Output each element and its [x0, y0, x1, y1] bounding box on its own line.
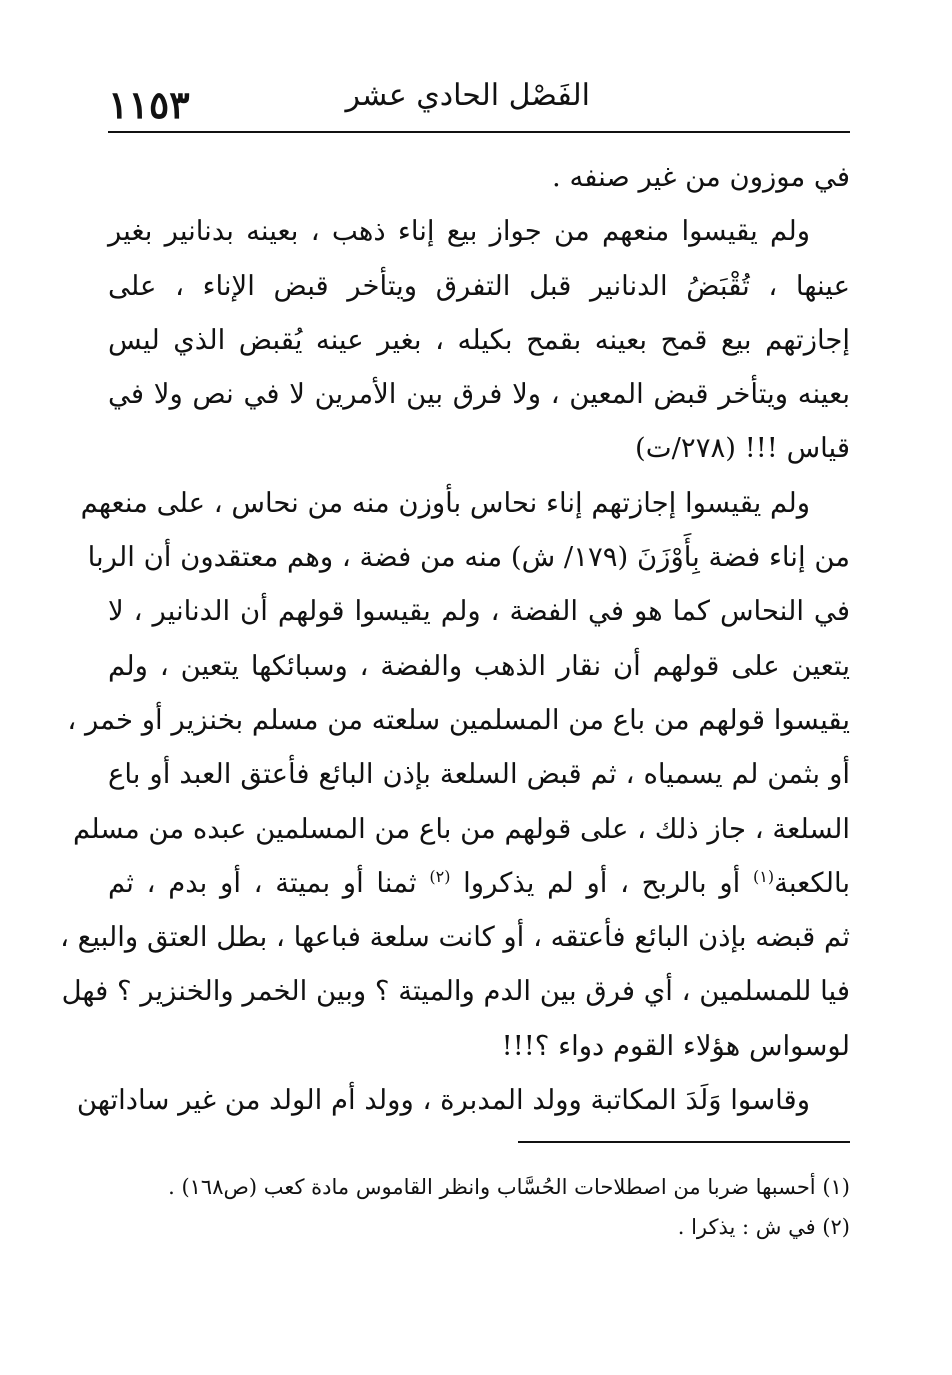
- body-text: [60, 150, 851, 1127]
- text-line: ولم يقيسوا منعهم من جواز بيع إناء ذهب ، بعينه بدنانير بغير: [108, 215, 810, 248]
- text-line: أو بثمن لم يسمياه ، ثم قبض السلعة بإذن البائع فأعتق العبد أو باع: [108, 758, 850, 791]
- footnote-marker-1: (١): [753, 866, 775, 886]
- text-line: ثم قبضه بإذن البائع فأعتقه ، أو كانت سلعة فباعها ، بطل العتق والبيع ،: [60, 921, 850, 954]
- text-line: بعينه ويتأخر قبض المعين ، ولا فرق بين الأمرين لا في نص ولا في: [108, 378, 850, 411]
- text-line-with-notes: [108, 856, 850, 910]
- text-line: من إناء فضة بِأَوْزَنَ (١٧٩/ ش) منه من فضة ، وهم معتقدون أن الربا: [87, 541, 850, 574]
- footnote-2: (٢) في ش : يذكرا .: [677, 1215, 850, 1239]
- text-line: في موزون من غير صنفه .: [551, 161, 850, 193]
- text-line: السلعة ، جاز ذلك ، على قولهم من باع من المسلمين عبده من مسلم: [73, 812, 850, 845]
- text-line: يقيسوا قولهم من باع من المسلمين سلعته من مسلم بخنزير أو خمر ،: [67, 703, 850, 736]
- text-line: يتعين على قولهم أن نقار الذهب والفضة ، وسبائكها يتعين ، ولم: [108, 649, 850, 682]
- text-line: وقاسوا وَلَدَ المكاتبة وولد المدبرة ، وولد أم الولد من غير ساداتهن: [76, 1084, 810, 1117]
- text-line: لوسواس هؤلاء القوم دواء ؟!!!: [501, 1029, 850, 1062]
- header-rule: [108, 131, 850, 133]
- text-line: في النحاس كما هو في الفضة ، ولم يقيسوا قولهم أن الدنانير ، لا: [108, 595, 850, 628]
- footnote-1: (١) أحسبها ضربا من اصطلاحات الحُسَّاب وانظر القاموس مادة كعب (ص١٦٨) .: [168, 1175, 850, 1199]
- running-head: الفَصْل الحادي عشر: [345, 78, 590, 113]
- text-fragment: ثمنا أو بميتة ، أو بدم ، ثم: [108, 866, 430, 899]
- text-line: إجازتهم بيع قمح بعينه بقمح بكيله ، بغير عينه يُقبض الذي ليس: [108, 323, 850, 356]
- text-line: عينها ، تُقْبَضُ الدنانير قبل التفرق ويتأخر قبض الإناء ، على: [108, 269, 850, 302]
- text-fragment: بالكعبة: [774, 866, 851, 899]
- footnote-marker-2: (٢): [429, 866, 451, 886]
- text-line: قياس !!! (٢٧٨/ت): [635, 432, 850, 465]
- footnote-rule: [518, 1141, 850, 1143]
- page-header: [108, 70, 850, 132]
- text-line: فيا للمسلمين ، أي فرق بين الدم والميتة ؟ وبين الخمر والخنزير ؟ فهل: [61, 975, 850, 1008]
- footnotes: [108, 1167, 850, 1247]
- text-line: ولم يقيسوا إجازتهم إناء نحاس بأوزن منه من نحاس ، على منعهم: [80, 486, 810, 519]
- text-fragment: أو بالربح ، أو لم يذكروا: [450, 866, 753, 899]
- page-number: ١١٥٣: [108, 82, 190, 127]
